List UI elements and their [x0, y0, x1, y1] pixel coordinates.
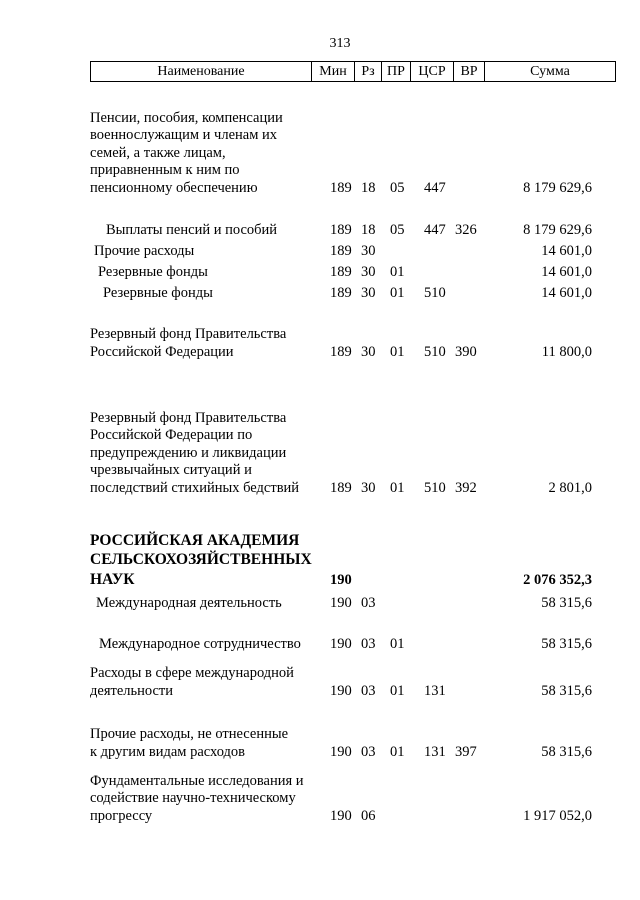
row-sum: 1 917 052,0 [523, 807, 592, 824]
row-csr: 510 [424, 479, 446, 496]
row-sum: 58 315,6 [541, 682, 592, 699]
row-rz: 30 [361, 479, 376, 496]
row-min: 189 [330, 242, 352, 259]
table-row [0, 221, 640, 239]
row-min: 189 [330, 343, 352, 360]
row-min: 190 [330, 743, 352, 760]
row-rz: 18 [361, 179, 376, 196]
page-number: 313 [329, 36, 351, 51]
row-name: Резервный фонд Правительства Российской Федерации [90, 326, 287, 360]
table-row [0, 110, 640, 197]
row-min: 189 [330, 221, 352, 238]
table-row [0, 635, 640, 653]
row-name: Пенсии, пособия, компенсации военнослужащим и членам их семей, а также лицам, приравненным к ним по пенсионному обеспечению [90, 109, 283, 196]
row-min: 190 [330, 807, 352, 824]
row-sum: 14 601,0 [541, 284, 592, 301]
row-pr: 01 [390, 284, 405, 301]
row-rz: 30 [361, 263, 376, 280]
row-sum: 14 601,0 [541, 263, 592, 280]
header-sum: Сумма [484, 62, 615, 81]
row-min: 189 [330, 479, 352, 496]
row-rz: 03 [361, 743, 376, 760]
row-rz: 06 [361, 807, 376, 824]
row-name: Фундаментальные исследования и содействие научно-техническому прогрессу [90, 772, 304, 824]
row-rz: 30 [361, 284, 376, 301]
row-csr: 447 [424, 179, 446, 196]
row-min: 189 [330, 263, 352, 280]
row-rz: 03 [361, 635, 376, 652]
table-row [0, 308, 640, 361]
row-pr: 01 [390, 743, 405, 760]
row-sum: 8 179 629,6 [523, 179, 592, 196]
row-name: Резервные фонды [98, 263, 208, 280]
row-pr: 01 [390, 635, 405, 652]
table-row [0, 284, 640, 302]
row-min: 190 [330, 682, 352, 699]
table-header [90, 61, 616, 82]
row-pr: 05 [390, 179, 405, 196]
row-sum: 58 315,6 [541, 743, 592, 760]
row-name: Прочие расходы [94, 242, 195, 259]
table-row [0, 594, 640, 612]
row-pr: 01 [390, 479, 405, 496]
row-vr: 326 [455, 221, 477, 238]
row-rz: 18 [361, 221, 376, 238]
row-name: Прочие расходы, не отнесенные к другим видам расходов [90, 726, 289, 760]
row-pr: 05 [390, 221, 405, 238]
header-min: Мин [311, 62, 354, 81]
table-row [0, 772, 640, 825]
row-rz: 30 [361, 242, 376, 259]
row-rz: 30 [361, 343, 376, 360]
row-min: 189 [330, 179, 352, 196]
header-vr: ВР [453, 62, 484, 81]
row-rz: 03 [361, 594, 376, 611]
row-name: Выплаты пенсий и пособий [106, 221, 278, 238]
row-rz: 03 [361, 682, 376, 699]
row-csr: 510 [424, 343, 446, 360]
table-row [0, 708, 640, 761]
header-rz: Рз [354, 62, 381, 81]
row-sum: 11 800,0 [541, 343, 592, 360]
row-name: Резервные фонды [103, 284, 213, 301]
row-pr: 01 [390, 343, 405, 360]
row-pr: 01 [390, 682, 405, 699]
row-name: Международная деятельность [96, 594, 282, 611]
row-sum: 58 315,6 [541, 594, 592, 611]
header-pr: ПР [381, 62, 410, 81]
row-csr: 510 [424, 284, 446, 301]
row-sum: 8 179 629,6 [523, 221, 592, 238]
row-sum: 2 801,0 [548, 479, 592, 496]
row-csr: 131 [424, 743, 446, 760]
row-name: Резервный фонд Правительства Российской Федерации по предупреждению и ликвидации чрезвычайных ситуаций и последствий стихийных бедствий [90, 409, 300, 496]
row-min: 190 [330, 594, 352, 611]
table-row [0, 392, 640, 497]
row-sum: 2 076 352,3 [523, 571, 592, 588]
row-name: Международное сотрудничество [99, 635, 301, 652]
row-csr: 447 [424, 221, 446, 238]
row-sum: 58 315,6 [541, 635, 592, 652]
table-row [0, 242, 640, 260]
table-row [0, 263, 640, 281]
row-pr: 01 [390, 263, 405, 280]
header-csr: ЦСР [410, 62, 453, 81]
row-vr: 390 [455, 343, 477, 360]
row-sum: 14 601,0 [541, 242, 592, 259]
row-vr: 397 [455, 743, 477, 760]
row-name: Расходы в сфере международной деятельности [90, 665, 294, 699]
table-row [0, 664, 640, 700]
row-name: РОССИЙСКАЯ АКАДЕМИЯ СЕЛЬСКОХОЗЯЙСТВЕННЫХ НАУК [90, 531, 312, 588]
row-min: 189 [330, 284, 352, 301]
row-csr: 131 [424, 682, 446, 699]
header-name: Наименование [157, 64, 245, 79]
row-min: 190 [330, 571, 352, 588]
row-vr: 392 [455, 479, 477, 496]
row-min: 190 [330, 635, 352, 652]
table-row [0, 530, 640, 589]
